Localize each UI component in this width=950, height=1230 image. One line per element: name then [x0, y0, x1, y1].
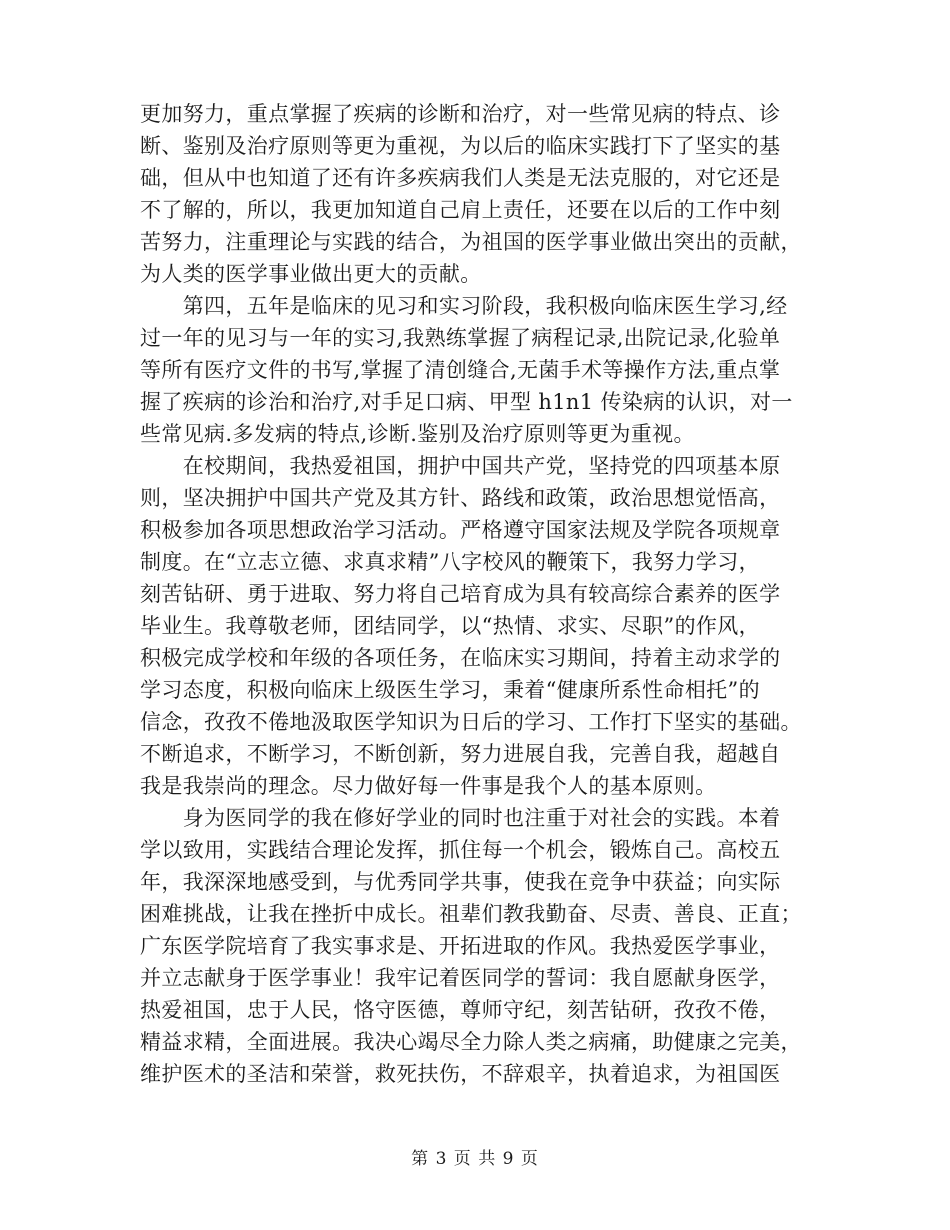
text-line: 我是我崇尚的理念。尽力做好每一件事是我个人的基本原则。 [140, 774, 717, 798]
text-line: 断、鉴别及治疗原则等更为重视，为以后的临床实践打下了坚实的基 [140, 134, 781, 158]
text-line: 毕业生。我尊敬老师，团结同学，以“热情、求实、尽职”的作风， [140, 614, 760, 638]
document-body [140, 98, 812, 1090]
paragraph-3 [140, 450, 812, 802]
paragraph-4 [140, 802, 812, 1090]
text-line: 热爱祖国，忠于人民，恪守医德，尊师守纪，刻苦钻研，孜孜不倦， [140, 998, 781, 1022]
paragraph-1 [140, 98, 812, 290]
text-line: 等所有医疗文件的书写,掌握了清创缝合,无菌手术等操作方法,重点掌 [140, 358, 781, 382]
text-line: 广东医学院培育了我实事求是、开拓进取的作风。我热爱医学事业， [140, 934, 781, 958]
text-line: 更加努力，重点掌握了疾病的诊断和治疗，对一些常见病的特点、诊 [140, 102, 781, 126]
text-line: 学习态度，积极向临床上级医生学习，秉着“健康所系性命相托”的 [140, 678, 760, 702]
text-line: 维护医术的圣洁和荣誉，救死扶伤，不辞艰辛，执着追求，为祖国医 [140, 1062, 781, 1086]
page-number-footer: 第 3 页 共 9 页 [411, 1149, 539, 1169]
text-line: 握了疾病的诊治和治疗,对手足口病、甲型 h1n1 传染病的认识，对一 [140, 390, 793, 414]
text-line: 苦努力，注重理论与实践的结合，为祖国的医学事业做出突出的贡献， [140, 230, 802, 254]
text-line: 年，我深深地感受到，与优秀同学共事，使我在竞争中获益；向实际 [140, 870, 781, 894]
text-line: 积极完成学校和年级的各项任务，在临床实习期间，持着主动求学的 [140, 646, 781, 670]
text-line: 困难挑战，让我在挫折中成长。祖辈们教我勤奋、尽责、善良、正直； [140, 902, 802, 926]
text-line: 并立志献身于医学事业！我牢记着医同学的誓词：我自愿献身医学， [140, 966, 781, 990]
paragraph-2 [140, 290, 812, 450]
text-line: 不断追求，不断学习，不断创新，努力进展自我，完善自我，超越自 [140, 742, 781, 766]
text-line: 精益求精，全面进展。我决心竭尽全力除人类之病痛，助健康之完美， [140, 1030, 802, 1054]
text-line: 学以致用，实践结合理论发挥，抓住每一个机会，锻炼自己。高校五 [140, 838, 781, 862]
text-line: 不了解的，所以，我更加知道自己肩上责任，还要在以后的工作中刻 [140, 198, 781, 222]
text-line: 信念，孜孜不倦地汲取医学知识为日后的学习、工作打下坚实的基础。 [140, 710, 802, 734]
text-line: 制度。在“立志立德、求真求精”八字校风的鞭策下，我努力学习， [140, 550, 760, 574]
text-line: 积极参加各项思想政治学习活动。严格遵守国家法规及学院各项规章 [140, 518, 781, 542]
text-line: 则，坚决拥护中国共产党及其方针、路线和政策，政治思想觉悟高， [140, 486, 781, 510]
text-line: 刻苦钻研、勇于进取、努力将自己培育成为具有较高综合素养的医学 [140, 582, 781, 606]
text-line: 第四，五年是临床的见习和实习阶段，我积极向临床医生学习,经 [140, 294, 788, 318]
text-line: 些常见病.多发病的特点,诊断.鉴别及治疗原则等更为重视。 [140, 422, 695, 446]
text-line: 身为医同学的我在修好学业的同时也注重于对社会的实践。本着 [140, 806, 781, 830]
text-line: 为人类的医学事业做出更大的贡献。 [140, 262, 482, 286]
text-line: 过一年的见习与一年的实习,我熟练掌握了病程记录,出院记录,化验单 [140, 326, 781, 350]
text-line: 础，但从中也知道了还有许多疾病我们人类是无法克服的，对它还是 [140, 166, 781, 190]
text-line: 在校期间，我热爱祖国，拥护中国共产党，坚持党的四项基本原 [140, 454, 781, 478]
